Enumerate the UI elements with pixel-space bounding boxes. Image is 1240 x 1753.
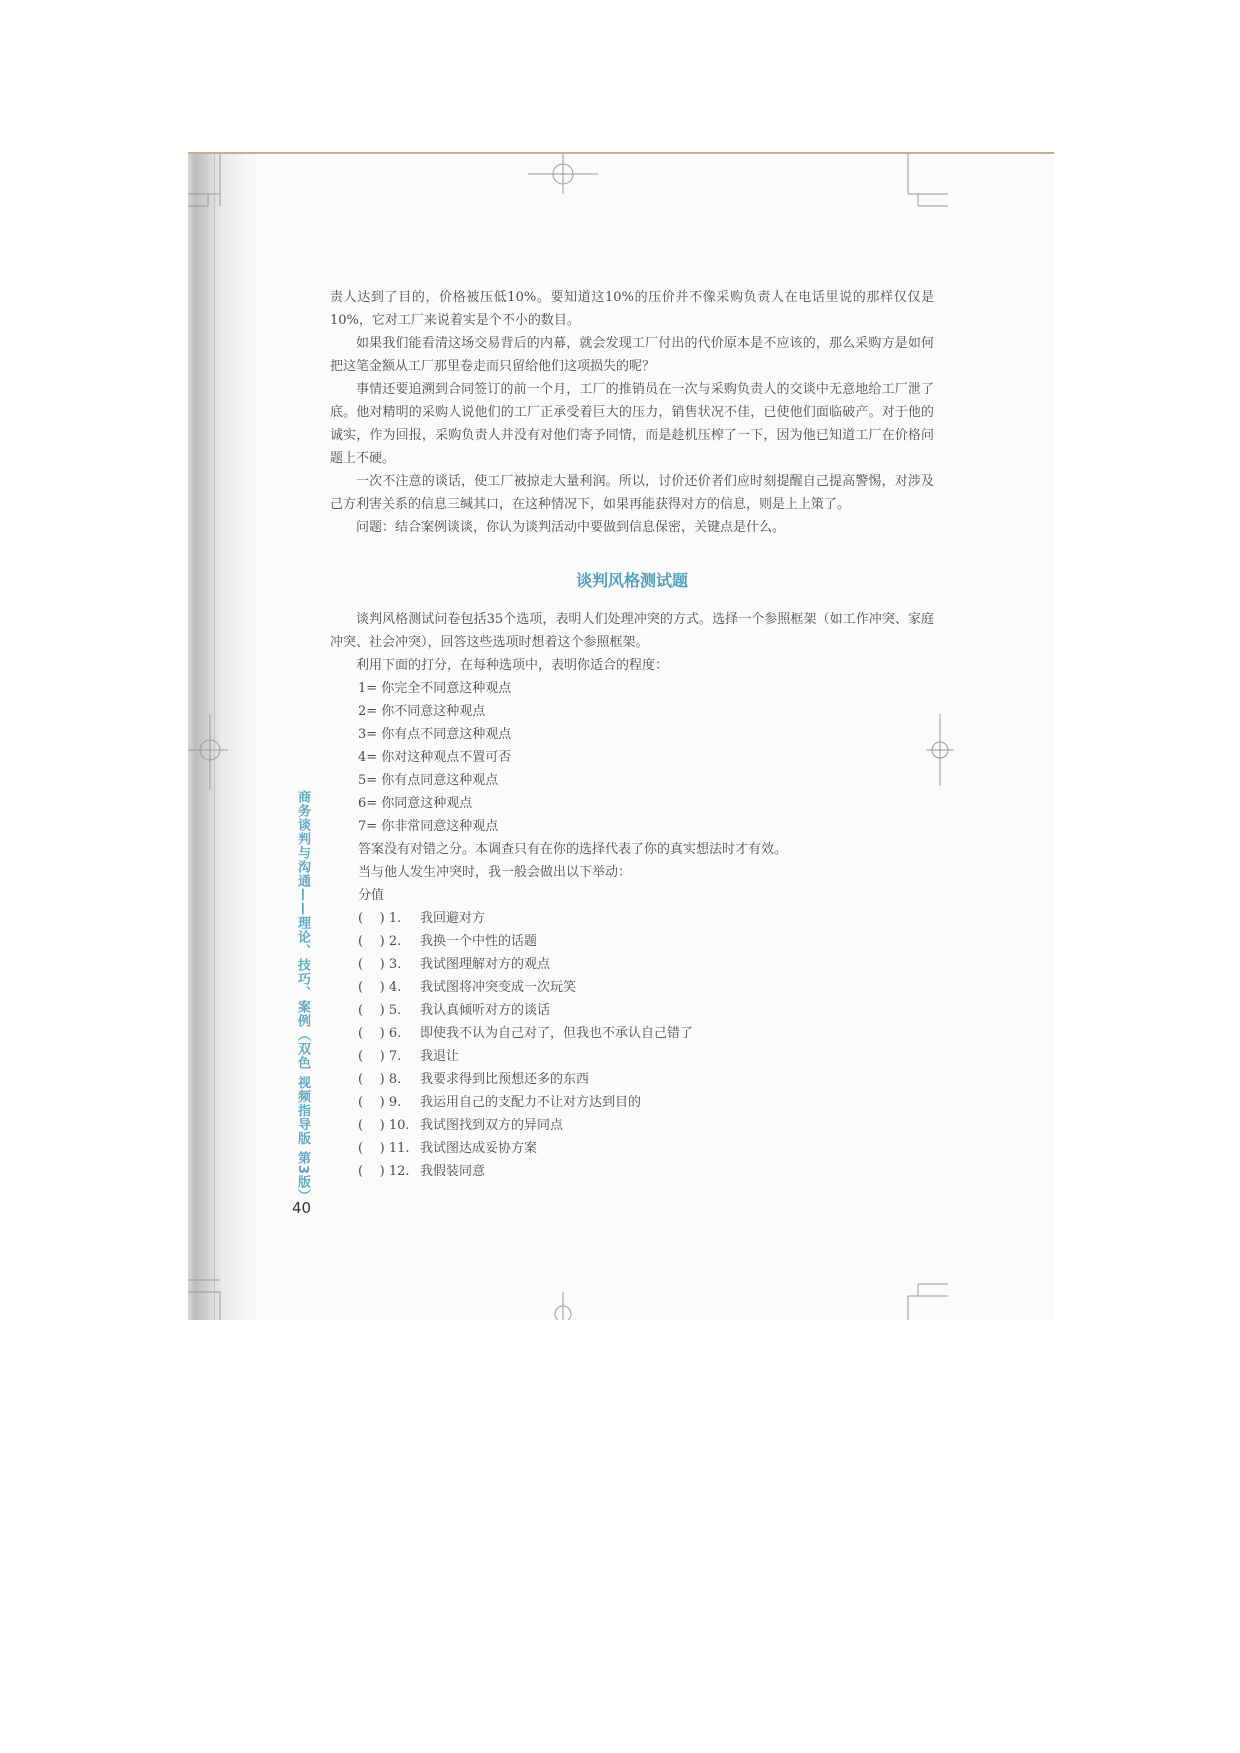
score-blank: ( ) 9. (358, 1095, 402, 1110)
top-left-corner-mark (188, 154, 220, 206)
question-item (330, 930, 934, 953)
bottom-left-corner-mark (188, 1280, 220, 1320)
score-blank: ( ) 7. (358, 1049, 402, 1064)
question-item (330, 976, 934, 999)
score-blank: ( ) 11. (358, 1141, 410, 1156)
case-paragraph: 如果我们能看清这场交易背后的内幕，就会发现工厂付出的代价原本是不应该的，那么采购方是如何把这笔金额从工厂那里卷走而只留给他们这项损失的呢？ (330, 336, 934, 374)
section-title: 谈判风格测试题 (575, 571, 688, 590)
scale-item: 7= 你非常同意这种观点 (358, 819, 499, 834)
question-number: 1. (388, 911, 402, 926)
book-side-title: 商务谈判与沟通——理论、技巧、案例（双色 视频指导版 第3版） (295, 790, 310, 1204)
score-label: 分值 (358, 888, 385, 903)
page-body (330, 286, 934, 1183)
case-paragraph: 一次不注意的谈话，使工厂被掠走大量利润。所以，讨价还价者们应时刻提醒自己提高警惕，对涉及己方利害关系的信息三缄其口，在这种情况下，如果再能获得对方的信息，则是上上策了。 (330, 474, 934, 512)
score-blank: ( ) 6. (358, 1026, 402, 1041)
score-blank: ( ) 8. (358, 1072, 402, 1087)
question-item (330, 1114, 934, 1137)
question-number: 6. (388, 1026, 402, 1041)
question-text: 我试图理解对方的观点 (420, 957, 551, 972)
left-crosshair-mark (188, 714, 228, 790)
case-paragraph: 责人达到了目的，价格被压低10%。要知道这10%的压价并不像采购负责人在电话里说的那样仅仅是10%，它对工厂来说着实是个不小的数目。 (330, 290, 934, 328)
question-item (330, 1045, 934, 1068)
scale-item: 6= 你同意这种观点 (358, 796, 473, 811)
question-number: 10. (388, 1118, 410, 1133)
note-line: 当与他人发生冲突时，我一般会做出以下举动： (358, 865, 632, 880)
question-item (330, 1091, 934, 1114)
note-line: 答案没有对错之分。本调查只有在你的选择代表了你的真实想法时才有效。 (358, 842, 788, 857)
bottom-crosshair-mark (555, 1292, 571, 1320)
question-text: 我认真倾听对方的谈话 (420, 1003, 551, 1018)
question-number: 8. (388, 1072, 402, 1087)
top-right-corner-mark (908, 154, 948, 206)
score-blank: ( ) 4. (358, 980, 402, 995)
case-question: 问题：结合案例谈谈，你认为谈判活动中要做到信息保密，关键点是什么。 (356, 520, 786, 535)
score-blank: ( ) 1. (358, 911, 402, 926)
question-item (330, 1160, 934, 1183)
test-intro: 谈判风格测试问卷包括35个选项，表明人们处理冲突的方式。选择一个参照框架（如工作冲突、家庭冲突、社会冲突），回答这些选项时想着这个参照框架。 (330, 612, 934, 650)
question-text: 我要求得到比预想还多的东西 (420, 1072, 590, 1087)
book-page (188, 152, 1054, 1320)
question-text: 我试图达成妥协方案 (420, 1141, 538, 1156)
question-item (330, 953, 934, 976)
question-number: 7. (388, 1049, 402, 1064)
question-number: 12. (388, 1164, 410, 1179)
question-item (330, 1137, 934, 1160)
question-number: 9. (388, 1095, 402, 1110)
scale-item: 3= 你有点不同意这种观点 (358, 727, 512, 742)
scale-item: 5= 你有点同意这种观点 (358, 773, 499, 788)
score-blank: ( ) 10. (358, 1118, 410, 1133)
scale-item: 2= 你不同意这种观点 (358, 704, 486, 719)
question-number: 4. (388, 980, 402, 995)
scale-item: 1= 你完全不同意这种观点 (358, 681, 512, 696)
question-text: 即使我不认为自己对了，但我也不承认自己错了 (420, 1026, 694, 1041)
page-number: 40 (292, 1199, 312, 1217)
question-text: 我运用自己的支配力不让对方达到目的 (420, 1095, 642, 1110)
scale-item: 4= 你对这种观点不置可否 (358, 750, 512, 765)
question-number: 2. (388, 934, 402, 949)
question-text: 我假装同意 (420, 1164, 486, 1179)
question-item (330, 1022, 934, 1045)
test-intro: 利用下面的打分，在每种选项中，表明你适合的程度： (356, 658, 669, 673)
question-text: 我换一个中性的话题 (420, 934, 538, 949)
question-text: 我试图将冲突变成一次玩笑 (420, 980, 577, 995)
question-item (330, 907, 934, 930)
question-text: 我退让 (420, 1049, 460, 1064)
question-list (330, 907, 934, 1183)
question-number: 3. (388, 957, 402, 972)
score-blank: ( ) 5. (358, 1003, 402, 1018)
top-crosshair-mark (528, 154, 598, 194)
bottom-right-corner-mark (908, 1284, 948, 1320)
score-blank: ( ) 3. (358, 957, 402, 972)
score-blank: ( ) 12. (358, 1164, 410, 1179)
question-text: 我试图找到双方的异同点 (420, 1118, 564, 1133)
score-blank: ( ) 2. (358, 934, 402, 949)
question-item (330, 999, 934, 1022)
question-text: 我回避对方 (420, 911, 486, 926)
case-paragraph: 事情还要追溯到合同签订的前一个月，工厂的推销员在一次与采购负责人的交谈中无意地给工厂泄了底。他对精明的采购人说他们的工厂正承受着巨大的压力，销售状况不佳，已使他们面临破产。对于他的诚实，作为回报，采购负责人并没有对他们寄予同情，而是趁机压榨了一下，因为他已知道工厂在价格问题上不硬。 (330, 382, 934, 466)
question-item (330, 1068, 934, 1091)
question-number: 11. (388, 1141, 410, 1156)
question-number: 5. (388, 1003, 402, 1018)
